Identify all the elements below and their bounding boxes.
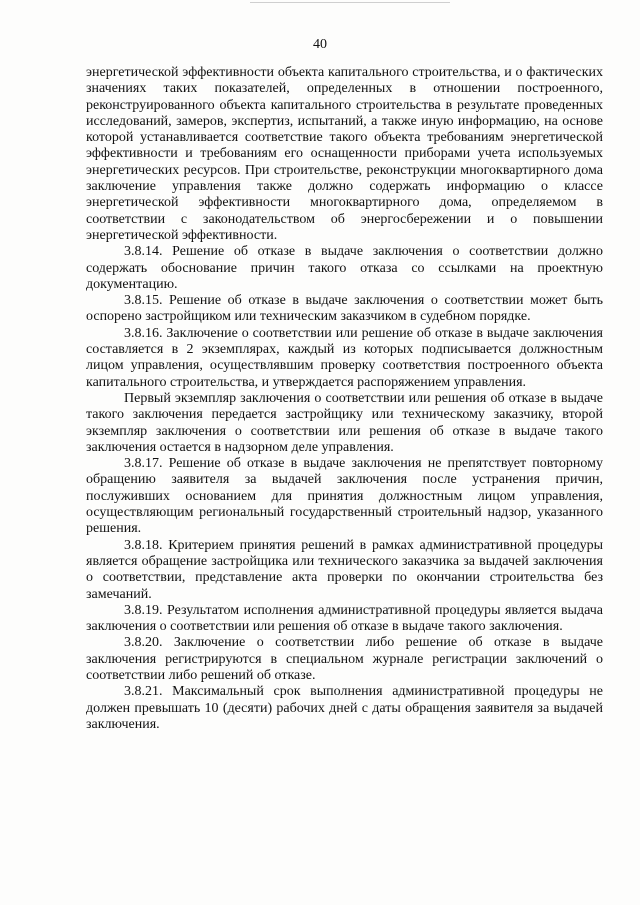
paragraph-intro-continuation: энергетической эффективности объекта капитального строительства, и о фактических значениях таких показателей, определенных в отношении построенного, реконструированного объекта капитального строительства в результате проведенных исследований, замеров, экспертиз, испытаний, а также иную информацию, на основе которой устанавливается соответствие такого объекта требованиям энергетической эффективности и требованиям его оснащенности приборами учета используемых энергетических ресурсов. При строительстве, реконструкции многоквартирного дома заключение управления также должно содержать информацию о классе энергетической эффективности многоквартирного дома, определяемом в соответствии с законодательством об энергосбережении и о повышении энергетической эффективности.	[86, 65, 603, 243]
scan-edge-artifact	[250, 2, 450, 3]
paragraph-3-8-16-copies: Первый экземпляр заключения о соответствии или решения об отказе в выдаче такого заключения передается застройщику или техническому заказчику, второй экземпляр заключения о соответствии или решения об отказе в выдаче такого заключения остается в надзорном деле управления.	[86, 390, 603, 455]
paragraph-3-8-15: 3.8.15. Решение об отказе в выдаче заключения о соответствии может быть оспорено застройщиком или техническим заказчиком в судебном порядке.	[86, 293, 603, 325]
page-number: 40	[313, 37, 327, 52]
paragraph-3-8-18: 3.8.18. Критерием принятия решений в рамках административной процедуры является обращение застройщика или технического заказчика за выдачей заключения о соответствии, представление акта проверки по окончании строительства без замечаний.	[86, 537, 603, 602]
paragraph-3-8-16: 3.8.16. Заключение о соответствии или решение об отказе в выдаче заключения составляется в 2 экземплярах, каждый из которых подписывается должностным лицом управления, осуществлявшим проверку соответствия построенного объекта капитального строительства, и утверждается распоряжением управления.	[86, 325, 603, 390]
paragraph-3-8-21: 3.8.21. Максимальный срок выполнения административной процедуры не должен превышать 10 (десяти) рабочих дней с даты обращения заявителя за выдачей заключения.	[86, 684, 603, 732]
paragraph-3-8-17: 3.8.17. Решение об отказе в выдаче заключения не препятствует повторному обращению заявителя за выдачей заключения после устранения причин, послуживших основанием для принятия должностным лицом управления, осуществляющим региональный государственный строительный надзор, указанного решения.	[86, 456, 603, 537]
body-text	[86, 65, 603, 733]
paragraph-3-8-19: 3.8.19. Результатом исполнения административной процедуры является выдача заключения о соответствии или решения об отказе в выдаче такого заключения.	[86, 602, 603, 635]
paragraph-3-8-14: 3.8.14. Решение об отказе в выдаче заключения о соответствии должно содержать обоснование причин такого отказа со ссылками на проектную документацию.	[86, 244, 603, 292]
paragraph-3-8-20: 3.8.20. Заключение о соответствии либо решение об отказе в выдаче заключения регистрируются в специальном журнале регистрации заключений о соответствии либо решений об отказе.	[86, 635, 603, 683]
